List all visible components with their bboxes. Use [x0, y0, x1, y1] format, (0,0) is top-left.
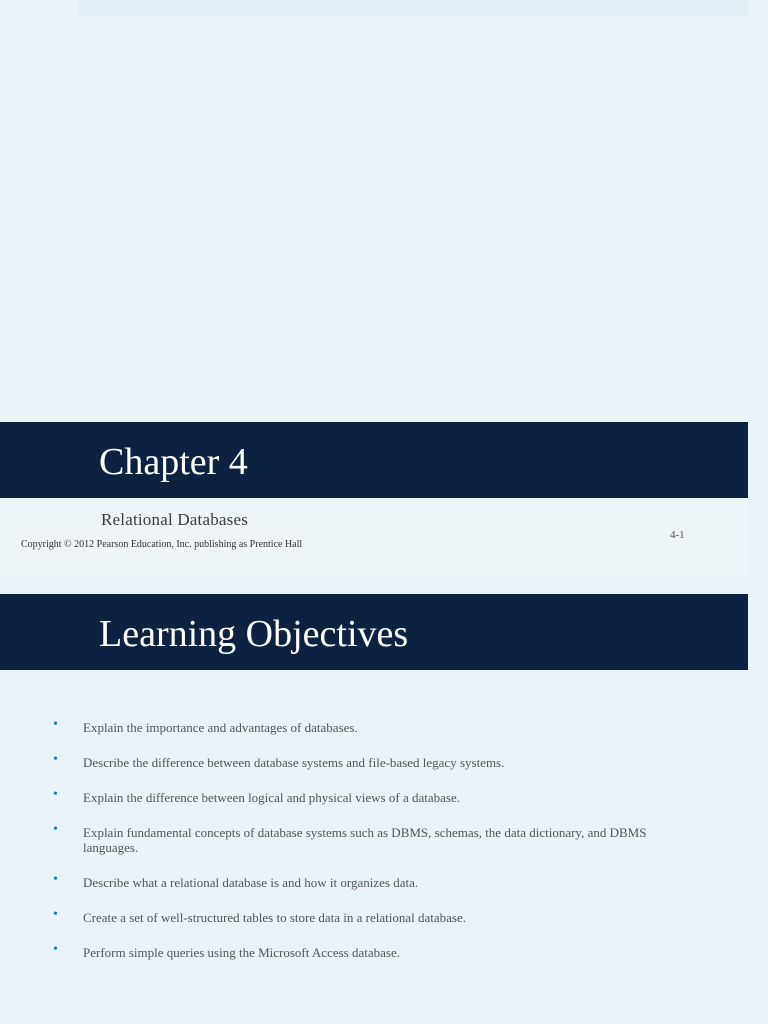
list-item [0, 872, 748, 890]
list-item [0, 822, 748, 855]
previous-slide-edge [78, 0, 748, 16]
bullet-icon: • [53, 907, 58, 922]
list-item [0, 752, 748, 770]
objective-text: Create a set of well-structured tables to store data in a relational database. [83, 910, 466, 925]
slide-number: 4-1 [670, 529, 685, 541]
slide-2-title: Learning Objectives [99, 613, 409, 655]
list-item [0, 717, 748, 735]
objective-text: Describe the difference between database systems and file-based legacy systems. [83, 755, 505, 770]
bullet-icon: • [53, 822, 58, 837]
slide-1-title-bar [0, 422, 748, 498]
slide-1-title: Chapter 4 [99, 441, 248, 483]
bullet-icon: • [53, 752, 58, 767]
list-item [0, 787, 748, 805]
slide-2-title-bar [0, 594, 748, 670]
list-item [0, 942, 748, 960]
copyright-notice: Copyright © 2012 Pearson Education, Inc. publishing as Prentice Hall [21, 539, 303, 550]
bullet-icon: • [53, 787, 58, 802]
objective-text: Perform simple queries using the Microsoft Access database. [83, 945, 400, 960]
objective-text: Describe what a relational database is and how it organizes data. [83, 875, 419, 890]
slide-1-subtitle: Relational Databases [101, 510, 249, 529]
objective-text: Explain fundamental concepts of database systems such as DBMS, schemas, the data dictionary, and DBMS languages. [83, 825, 647, 855]
objective-text: Explain the importance and advantages of databases. [83, 720, 358, 735]
bullet-icon: • [53, 872, 58, 887]
bullet-icon: • [53, 942, 58, 957]
objectives-list [0, 717, 748, 980]
list-item [0, 907, 748, 925]
bullet-icon: • [53, 717, 58, 732]
objective-text: Explain the difference between logical and physical views of a database. [83, 790, 460, 805]
